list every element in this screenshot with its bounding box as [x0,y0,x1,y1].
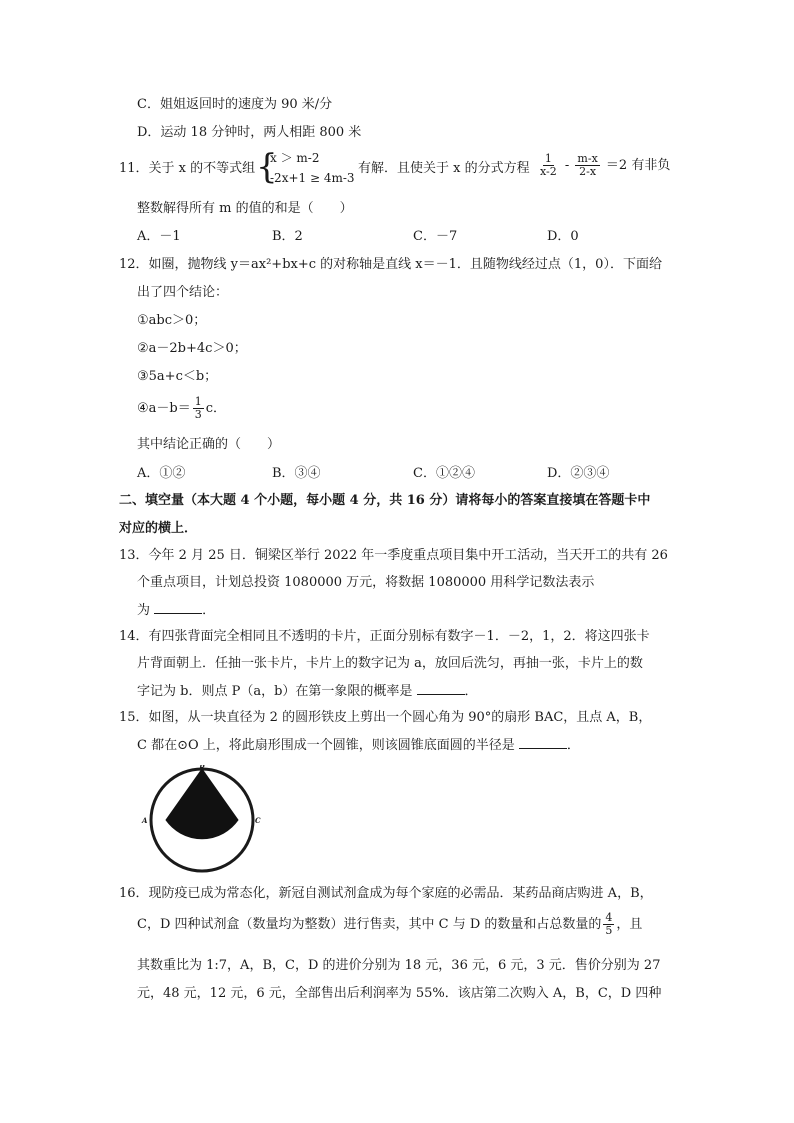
q10-option-d: D．运动 18 分钟时，两人相距 800 米 [137,125,362,140]
q11-frac1 [538,153,559,178]
q16-line2-prefix: C，D 四种试剂盒（数量均为整数）进行售卖，其中 C 与 D 的数量和占总数量的 [137,917,602,932]
q13-line1: 13．今年 2 月 25 日．铜梁区举行 2022 年一季度重点项目集中开工活动，当天开工的共有 26 [119,548,668,563]
q11-tail: ＝2 有非负 [605,158,671,173]
q12-conclusion-2: ②a－2b+4c＞0； [137,341,247,356]
q11-frac1-den: x-2 [540,165,557,178]
q16-frac [603,912,614,937]
q11-line2: 整数解得所有 m 的值的和是（ ） [137,201,353,216]
q12-c4-frac [193,396,204,421]
q11-frac2-den: 2-x [579,165,597,178]
q14-line3-suffix: ． [464,684,478,699]
q12-option-b: B．③④ [272,466,321,481]
q16-line2-suffix: ，且 [616,917,643,932]
q11-prefix: 11．关于 x 的不等式组 [119,161,256,176]
q13-line3 [137,601,215,620]
q12-conclusion-3: ③5a+c＜b； [137,369,218,384]
q11-frac2-num: m-x [577,152,598,165]
q12-option-c: C．①②④ [413,466,475,481]
q11-option-b: B．2 [272,229,303,244]
q15-figure [138,765,264,875]
q11-frac2 [575,153,599,178]
q12-line2: 出了四个结论： [137,285,229,300]
q11-brace: { [256,147,278,187]
q15-line2 [137,736,580,755]
q11-frac1-num: 1 [544,152,552,165]
q16-line4: 元，48 元，12 元，6 元，全部售出后利润率为 55%．该店第二次购入 A，B，C，D 四种 [137,986,662,1001]
q12-c4-prefix: ④a－b＝ [137,401,191,416]
q14-answer-blank[interactable] [417,682,465,695]
q12-c4-num: 1 [194,395,202,408]
q14-line3 [137,682,478,701]
q11-equation [536,153,670,178]
q11-option-a: A．－1 [137,229,181,244]
q16-line3: 其数重比为 1:7，A，B，C，D 的进价分别为 18 元，36 元，6 元，3 元．售价分别为 27 [137,958,661,973]
q12-ask: 其中结论正确的（ ） [137,437,281,452]
q13-line3-suffix: ． [202,603,216,618]
q11-option-c: C．－7 [413,229,458,244]
section-2-heading-line2: 对应的横上． [119,521,198,536]
q11-mid: 有解．且使关于 x 的分式方程 [358,161,530,176]
q16-frac-den: 5 [605,924,613,937]
q13-line2: 个重点项目，计划总投资 1080000 万元，将数据 1080000 用科学记数法表示 [137,575,595,590]
q16-line1: 16．现防疫已成为常态化，新冠自测试剂盒成为每个家庭的必需品．某药品商店购进 A，B， [119,886,653,901]
q12-option-d: D．②③④ [547,466,610,481]
q16-frac-num: 4 [605,911,613,924]
q12-conclusion-1: ①abc＞0； [137,313,207,328]
q12-line1: 12．如圈，抛物线 y＝ax²+bx+c 的对称轴是直线 x＝－1．且随物线经过点（1，0）．下面给 [119,257,662,272]
q12-c4-den: 3 [194,408,202,421]
q10-option-c: C．姐姐返回时的速度为 90 米/分 [137,97,333,112]
q15-label-c: C [255,816,261,825]
q11-minus: - [564,158,570,173]
q12-option-a: A．①② [137,466,186,481]
q11-ineq1: x ＞ m-2 [270,151,320,165]
q12-c4-suffix: c． [205,401,227,416]
q15-label-a: A [142,816,148,825]
q13-line3-prefix: 为 [137,603,151,618]
q11-ineq2: -2x+1 ≥ 4m-3 [270,171,355,185]
q15-line2-suffix: ． [566,738,580,753]
q11-option-d: D．0 [547,229,579,244]
q15-line2-prefix: C 都在⊙O 上，将此扇形围成一个圆锥，则该圆锥底面圆的半径是 [137,738,515,753]
q13-answer-blank[interactable] [154,601,202,614]
q14-line3-prefix: 字记为 b．则点 P（a，b）在第一象限的概率是 [137,684,413,699]
q14-line2: 片背面朝上．任抽一张卡片，卡片上的数字记为 a，放回后洗匀，再抽一张，卡片上的数 [137,656,643,671]
q16-line2 [137,912,642,937]
q12-conclusion-4 [137,396,226,421]
q15-answer-blank[interactable] [519,736,567,749]
q15-label-b: B [199,765,205,772]
q15-line1: 15．如图，从一块直径为 2 的圆形铁皮上剪出一个圆心角为 90°的扇形 BAC，且点 A，B， [119,710,652,725]
q14-line1: 14．有四张背面完全相同且不透明的卡片，正面分别标有数字－1．－2，1，2．将这四张卡 [119,629,650,644]
section-2-heading-line1: 二、填空量（本大题 4 个小题，每小题 4 分，共 16 分）请将每小的答案直接填在答题卡中 [119,493,651,508]
